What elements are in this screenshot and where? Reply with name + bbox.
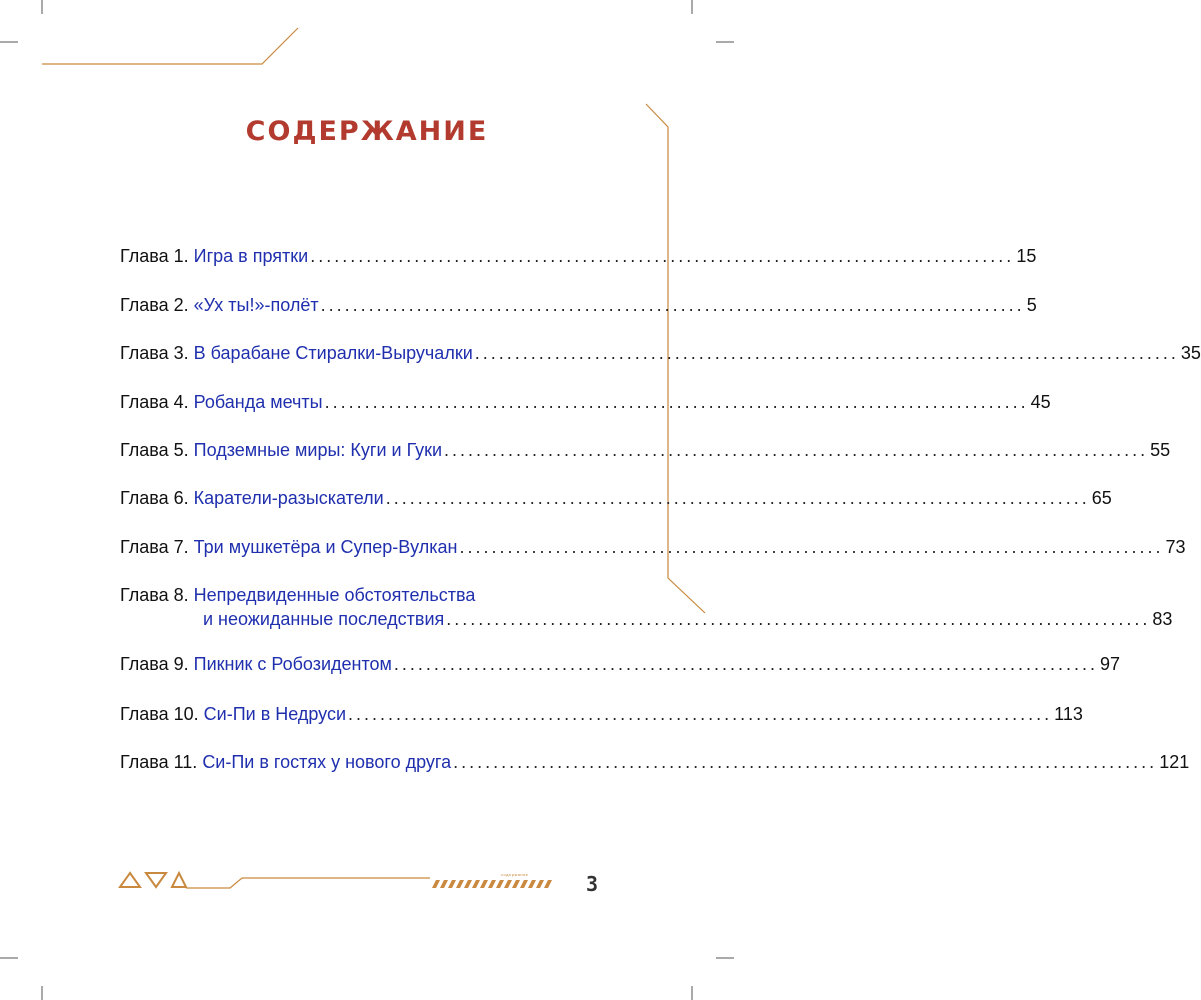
page-number: 3	[586, 872, 599, 896]
chapter-number: Глава 9.	[120, 654, 189, 674]
chapter-title-continued: и неожиданные последствия	[203, 609, 445, 629]
chapter-title: Робанда мечты	[193, 392, 323, 412]
chapter-number: Глава 6.	[120, 488, 189, 508]
chapter-page: 73	[1165, 537, 1186, 557]
chapter-title: Три мушкетёра и Супер-Вулкан	[193, 537, 458, 557]
toc-entry[interactable]	[120, 390, 1051, 414]
chapter-page: 97	[1100, 654, 1121, 674]
toc-entry[interactable]	[120, 438, 1171, 462]
top-decor-line	[42, 28, 298, 64]
chapter-number: Глава 5.	[120, 440, 189, 460]
footer-section-label: содержание	[501, 872, 529, 877]
chapter-title: Подземные миры: Куги и Гуки	[193, 440, 443, 460]
toc-entry[interactable]	[120, 486, 1112, 510]
toc-entry[interactable]	[120, 750, 1190, 774]
chapter-title: «Ух ты!»-полёт	[193, 295, 319, 315]
chapter-number: Глава 7.	[120, 537, 189, 557]
chapter-title: В барабане Стиралки-Выручалки	[193, 343, 473, 363]
chapter-number: Глава 4.	[120, 392, 189, 412]
leader-dots: ........................................................................................	[393, 654, 1099, 674]
chapter-page: 113	[1054, 704, 1083, 724]
toc-entry[interactable]	[120, 341, 1201, 365]
toc-entry[interactable]	[120, 583, 1173, 631]
toc-entry[interactable]	[120, 702, 1083, 726]
leader-dots: ........................................................................................	[446, 609, 1151, 629]
chapter-number: Глава 11.	[120, 752, 198, 772]
chapter-page: 15	[1016, 246, 1037, 266]
chapter-page: 83	[1152, 609, 1173, 629]
leader-dots: ........................................................................................	[385, 488, 1090, 508]
chapter-title: Си-Пи в гостях у нового друга	[202, 752, 452, 772]
footer-decor-line	[186, 878, 430, 888]
leader-dots: ........................................................................................	[320, 295, 1025, 315]
chapter-title: Си-Пи в Недруси	[203, 704, 347, 724]
leader-dots: ........................................................................................	[459, 537, 1164, 557]
chapter-title: Игра в прятки	[193, 246, 309, 266]
chapter-number: Глава 8.	[120, 585, 189, 605]
toc-entry[interactable]	[120, 244, 1037, 268]
chapter-page: 35	[1180, 343, 1201, 363]
chapter-page: 5	[1026, 295, 1037, 315]
chapter-number: Глава 1.	[120, 246, 189, 266]
chapter-number: Глава 10.	[120, 704, 199, 724]
triangle-icons	[120, 873, 186, 887]
toc-entry[interactable]	[120, 293, 1037, 317]
leader-dots: ........................................................................................	[348, 704, 1053, 724]
leader-dots: ........................................................................................	[444, 440, 1149, 460]
hatched-bar	[432, 880, 552, 888]
leader-dots: ........................................................................................	[453, 752, 1158, 772]
toc-entry[interactable]	[120, 535, 1186, 559]
toc-entry[interactable]	[120, 652, 1121, 676]
leader-dots: ........................................................................................	[474, 343, 1179, 363]
chapter-page: 65	[1091, 488, 1112, 508]
chapter-number: Глава 3.	[120, 343, 189, 363]
leader-dots: ........................................................................................	[310, 246, 1015, 266]
chapter-page: 55	[1150, 440, 1171, 460]
page-title: СОДЕРЖАНИЕ	[245, 116, 489, 147]
chapter-page: 45	[1030, 392, 1051, 412]
chapter-page: 121	[1159, 752, 1190, 772]
chapter-title: Пикник с Робозидентом	[193, 654, 392, 674]
leader-dots: ........................................................................................	[324, 392, 1029, 412]
chapter-title: Каратели-разыскатели	[193, 488, 384, 508]
chapter-title: Непредвиденные обстоятельства	[193, 585, 476, 605]
chapter-number: Глава 2.	[120, 295, 189, 315]
